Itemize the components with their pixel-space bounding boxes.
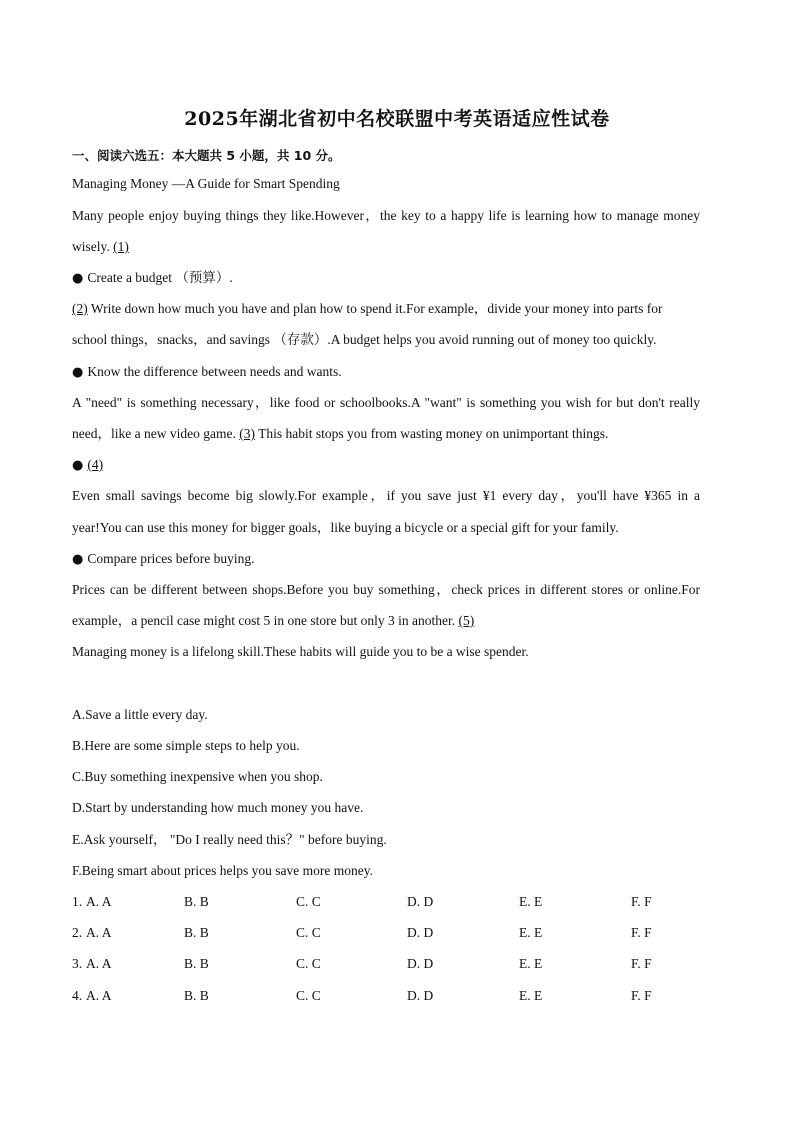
option-f[interactable]: F. F — [631, 956, 652, 971]
bullet-text: Know the difference between needs and wants. — [87, 364, 342, 379]
option-d[interactable]: D. D — [407, 894, 434, 909]
bullet-needs-wants — [72, 364, 732, 381]
page-title: 2025年湖北省初中名校联盟中考英语适应性试卷 — [184, 108, 610, 130]
choice-c: C.Buy something inexpensive when you shop. — [72, 769, 323, 784]
bullet-text: Compare prices before buying. — [87, 551, 255, 566]
option-a[interactable]: A. A — [86, 925, 112, 940]
option-f[interactable]: F. F — [631, 925, 652, 940]
intro-text: wisely. — [72, 239, 110, 254]
blank-1: (1) — [113, 239, 129, 254]
option-c[interactable]: C. C — [296, 925, 321, 940]
paragraph-4-line-2 — [72, 613, 732, 629]
option-b[interactable]: B. B — [184, 925, 209, 940]
question-4-row — [72, 988, 732, 1004]
paragraph-4-line-1: Prices can be different between shops.Before you buy something，check prices in different stores or online.For — [72, 582, 700, 597]
choice-a: A.Save a little every day. — [72, 707, 208, 722]
question-3-row — [72, 956, 732, 972]
option-b[interactable]: B. B — [184, 956, 209, 971]
bullet-icon: ● — [72, 552, 84, 567]
passage-intro-line-1: Many people enjoy buying things they like.However，the key to a happy life is learning how to manage money — [72, 208, 700, 223]
option-a[interactable]: A. A — [86, 956, 112, 971]
question-number: 1. — [72, 894, 83, 909]
paragraph-2-line-2 — [72, 426, 732, 442]
option-e[interactable]: E. E — [519, 894, 543, 909]
option-e[interactable]: E. E — [519, 988, 543, 1003]
option-b[interactable]: B. B — [184, 988, 209, 1003]
bullet-icon: ● — [72, 458, 84, 473]
paragraph-text: example，a pencil case might cost 5 in one store but only 3 in another. — [72, 613, 456, 628]
bullet-compare-prices — [72, 551, 732, 568]
question-number: 3. — [72, 956, 83, 971]
option-e[interactable]: E. E — [519, 925, 543, 940]
paragraph-text: This habit stops you from wasting money on unimportant things. — [258, 426, 609, 441]
paragraph-text: Write down how much you have and plan how to spend it.For example，divide your money into parts for — [90, 301, 663, 316]
passage-heading: Managing Money —A Guide for Smart Spending — [72, 176, 340, 191]
section-heading: 一、阅读六选五：本大题共 5 小题，共 10 分。 — [72, 148, 341, 163]
question-2-row — [72, 925, 732, 941]
paragraph-3-line-1: Even small savings become big slowly.For example，if you save just ¥1 every day，you'll have ¥365 in a — [72, 488, 700, 503]
paragraph-1-line-1 — [72, 301, 732, 317]
paragraph-2-line-1: A "need" is something necessary，like food or schoolbooks.A "want" is something you wish for but don't really — [72, 395, 700, 410]
paragraph-3-line-2: year!You can use this money for bigger goals，like buying a bicycle or a special gift for your family. — [72, 520, 619, 535]
option-d[interactable]: D. D — [407, 925, 434, 940]
paragraph-1-line-2: school things，snacks，and savings （存款）.A budget helps you avoid running out of money too quickly. — [72, 332, 657, 347]
option-c[interactable]: C. C — [296, 894, 321, 909]
option-e[interactable]: E. E — [519, 956, 543, 971]
option-c[interactable]: C. C — [296, 956, 321, 971]
bullet-icon: ● — [72, 365, 84, 380]
question-number: 2. — [72, 925, 83, 940]
option-d[interactable]: D. D — [407, 988, 434, 1003]
closing-sentence: Managing money is a lifelong skill.These habits will guide you to be a wise spender. — [72, 644, 529, 659]
question-1-row — [72, 894, 732, 910]
bullet-icon: ● — [72, 271, 84, 286]
choice-b: B.Here are some simple steps to help you. — [72, 738, 300, 753]
option-f[interactable]: F. F — [631, 894, 652, 909]
blank-2: (2) — [72, 301, 88, 316]
option-a[interactable]: A. A — [86, 894, 112, 909]
option-f[interactable]: F. F — [631, 988, 652, 1003]
option-a[interactable]: A. A — [86, 988, 112, 1003]
bullet-text: Create a budget （预算）. — [87, 270, 233, 285]
passage-intro-line-2 — [72, 239, 732, 255]
choice-e: E.Ask yourself， "Do I really need this？" before buying. — [72, 832, 387, 847]
paragraph-text: need，like a new video game. — [72, 426, 236, 441]
blank-5: (5) — [458, 613, 475, 628]
option-b[interactable]: B. B — [184, 894, 209, 909]
blank-3: (3) — [239, 426, 255, 441]
bullet-blank-4 — [72, 457, 732, 474]
question-number: 4. — [72, 988, 83, 1003]
option-d[interactable]: D. D — [407, 956, 434, 971]
option-c[interactable]: C. C — [296, 988, 321, 1003]
bullet-create-budget — [72, 270, 732, 287]
choice-f: F.Being smart about prices helps you save more money. — [72, 863, 373, 878]
blank-4: (4) — [87, 457, 104, 472]
choice-d: D.Start by understanding how much money you have. — [72, 800, 364, 815]
